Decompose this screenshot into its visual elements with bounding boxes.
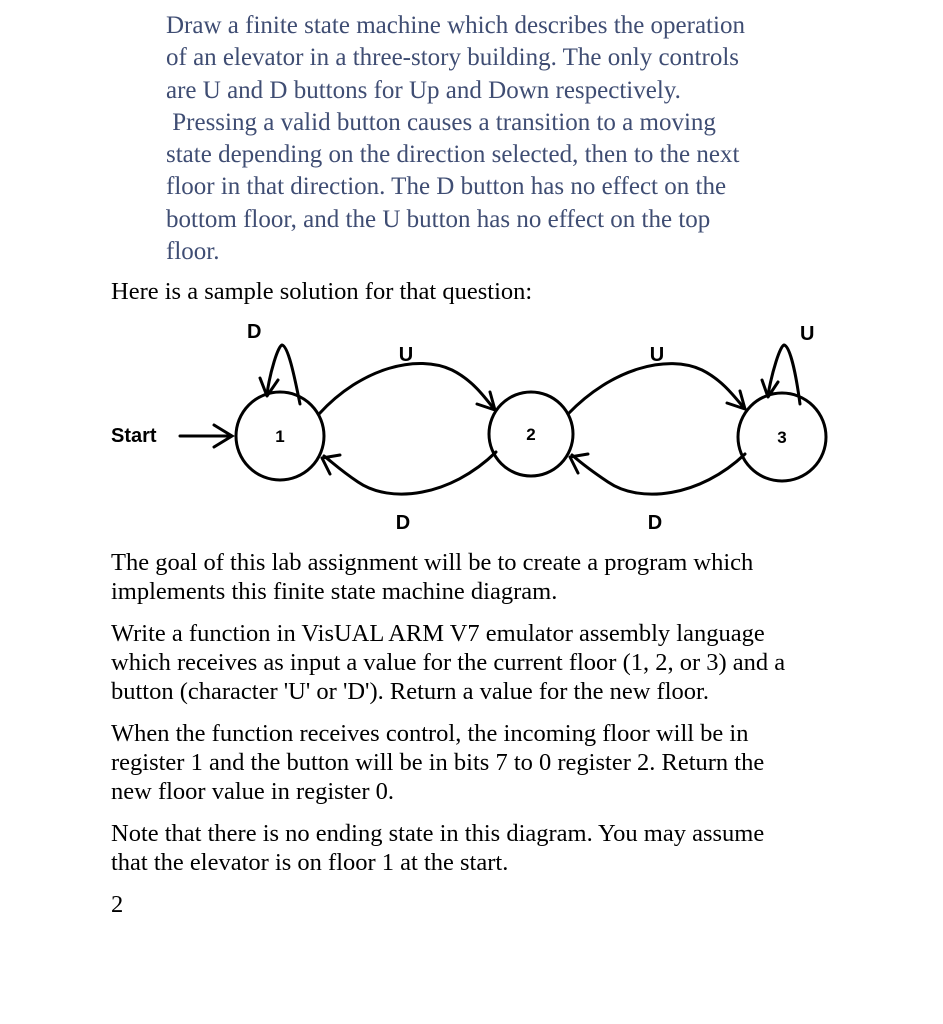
self-loop-1-label: D [247, 321, 262, 343]
intro-paragraph [111, 277, 871, 306]
question-line: of an elevator in a three-story building. The only controls [166, 44, 739, 72]
state-1-label: 1 [275, 427, 285, 446]
question-line: Draw a finite state machine which describes the operation [166, 12, 745, 39]
question-block [166, 10, 846, 268]
edge-1-2-up [319, 363, 495, 414]
start-arrow [180, 425, 232, 447]
state-2-label: 2 [526, 425, 536, 444]
when-paragraph [111, 719, 871, 806]
question-line: state depending on the direction selected, then to the next [166, 141, 740, 169]
edge-3-2-down-label: D [647, 512, 663, 534]
page-number [111, 890, 871, 919]
self-loop-3-label: U [800, 323, 815, 345]
write-line: Write a function in VisUAL ARM V7 emulator assembly language [111, 620, 765, 647]
edge-2-3-up [568, 364, 745, 414]
write-line: which receives as input a value for the current floor (1, 2, or 3) and a [111, 649, 786, 676]
page-number-text: 2 [111, 891, 124, 918]
note-line: Note that there is no ending state in this diagram. You may assume [111, 820, 765, 847]
when-line: new floor value in register 0. [111, 778, 395, 805]
question-line: bottom floor, and the U button has no effect on the top [166, 205, 711, 233]
goal-line: implements this finite state machine diagram. [111, 578, 558, 605]
goal-line: The goal of this lab assignment will be to create a program which [111, 549, 754, 576]
goal-paragraph [111, 548, 871, 606]
edge-2-1-down [322, 452, 496, 494]
when-line: register 1 and the button will be in bits 7 to 0 register 2. Return the [111, 749, 765, 776]
start-label: Start [111, 425, 157, 447]
question-line: Pressing a valid button causes a transition to a moving [166, 108, 716, 136]
fsm-diagram [100, 312, 840, 542]
write-paragraph [111, 619, 871, 706]
intro-text: Here is a sample solution for that question: [111, 278, 533, 305]
edge-3-2-down [570, 454, 745, 494]
state-3-label: 3 [777, 428, 787, 447]
edge-2-3-up-label: U [649, 344, 665, 366]
question-line: floor. [166, 238, 220, 266]
when-line: When the function receives control, the incoming floor will be in [111, 720, 749, 747]
edge-2-1-down-label: D [395, 512, 411, 534]
question-line: are U and D buttons for Up and Down respectively. [166, 76, 681, 104]
question-line: floor in that direction. The D button has no effect on the [166, 173, 727, 201]
note-line: that the elevator is on floor 1 at the start. [111, 849, 509, 876]
note-paragraph [111, 819, 871, 877]
write-line: button (character 'U' or 'D'). Return a value for the new floor. [111, 678, 709, 705]
edge-1-2-up-label: U [398, 344, 414, 366]
